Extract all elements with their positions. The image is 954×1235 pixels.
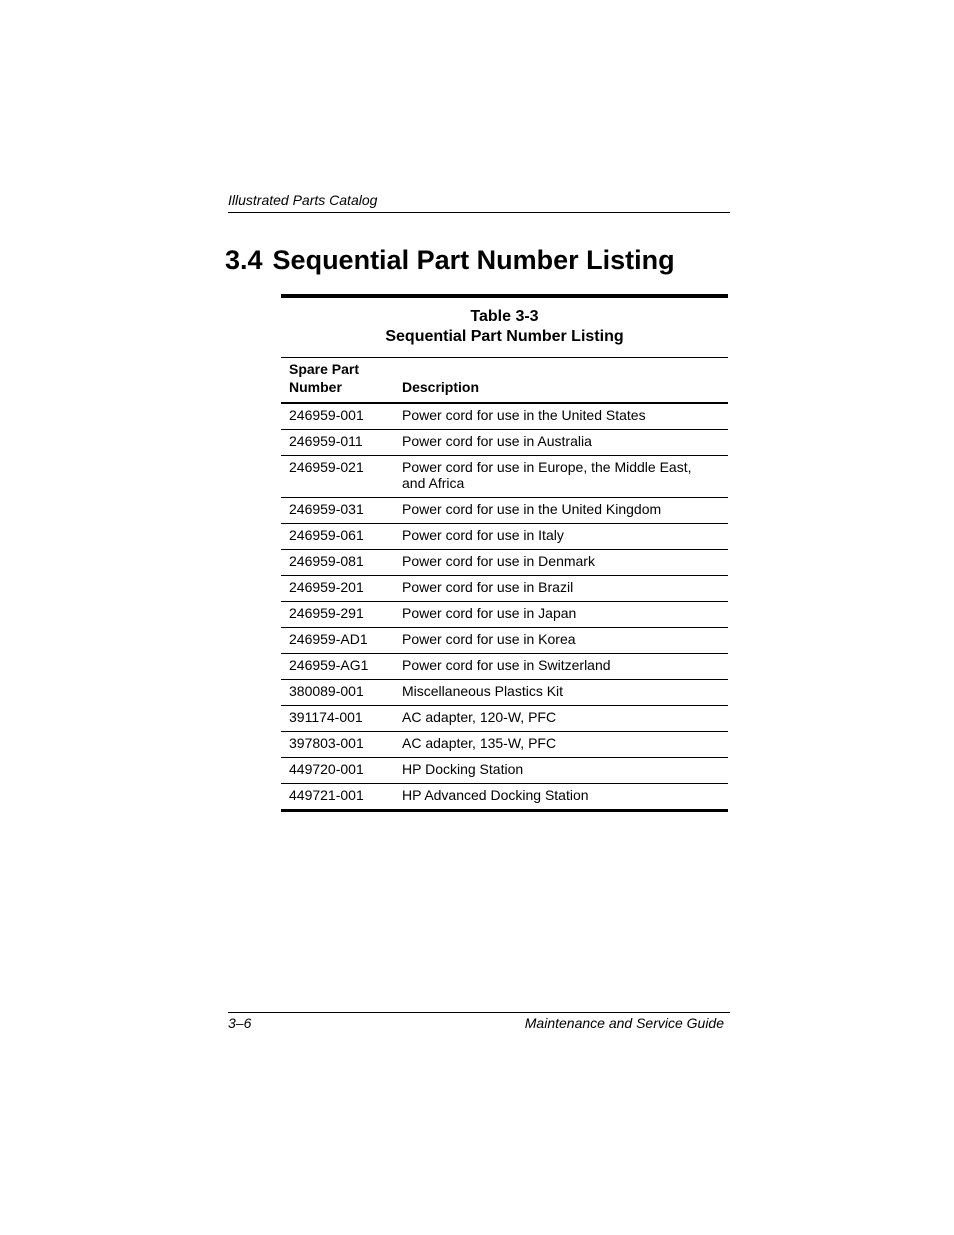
column-header-description: Description xyxy=(394,358,728,403)
part-number-cell: 246959-031 xyxy=(281,498,394,524)
part-number-cell: 246959-001 xyxy=(281,403,394,430)
table-row xyxy=(281,732,728,758)
description-cell: Power cord for use in Denmark xyxy=(394,550,728,576)
description-cell: AC adapter, 135-W, PFC xyxy=(394,732,728,758)
table-row xyxy=(281,602,728,628)
table-caption-number: Table 3-3 xyxy=(470,308,539,325)
description-cell: HP Advanced Docking Station xyxy=(394,784,728,811)
description-cell: Power cord for use in Japan xyxy=(394,602,728,628)
description-cell: Miscellaneous Plastics Kit xyxy=(394,680,728,706)
part-number-cell: 246959-011 xyxy=(281,430,394,456)
part-number-cell: 449721-001 xyxy=(281,784,394,811)
parts-table xyxy=(281,358,728,812)
table-row xyxy=(281,430,728,456)
description-line2: and Africa xyxy=(402,475,465,491)
part-number-cell: 246959-291 xyxy=(281,602,394,628)
table-header-row xyxy=(281,358,728,403)
table-caption xyxy=(281,298,728,358)
description-cell: Power cord for use in Korea xyxy=(394,628,728,654)
table-row xyxy=(281,576,728,602)
table-row xyxy=(281,550,728,576)
part-number-cell: 380089-001 xyxy=(281,680,394,706)
table-row xyxy=(281,628,728,654)
description-cell: Power cord for use in Switzerland xyxy=(394,654,728,680)
table-row xyxy=(281,784,728,811)
part-number-cell: 449720-001 xyxy=(281,758,394,784)
table-row xyxy=(281,403,728,430)
table-row xyxy=(281,680,728,706)
description-cell xyxy=(394,456,728,498)
description-cell: Power cord for use in Australia xyxy=(394,430,728,456)
column-header-part-number xyxy=(281,358,394,403)
table-row xyxy=(281,654,728,680)
table-caption-title: Sequential Part Number Listing xyxy=(385,328,624,345)
description-line1: Power cord for use in Europe, the Middle East, xyxy=(402,459,692,475)
part-number-cell: 246959-021 xyxy=(281,456,394,498)
table-row xyxy=(281,498,728,524)
description-cell: Power cord for use in Brazil xyxy=(394,576,728,602)
part-number-cell: 246959-AG1 xyxy=(281,654,394,680)
running-header: Illustrated Parts Catalog xyxy=(228,190,730,213)
parts-table-container xyxy=(281,294,728,812)
section-title xyxy=(225,240,675,280)
part-number-cell: 246959-201 xyxy=(281,576,394,602)
part-number-cell: 397803-001 xyxy=(281,732,394,758)
section-title-text: Sequential Part Number Listing xyxy=(272,245,675,275)
description-cell: Power cord for use in the United Kingdom xyxy=(394,498,728,524)
table-row xyxy=(281,706,728,732)
description-cell: HP Docking Station xyxy=(394,758,728,784)
table-row xyxy=(281,524,728,550)
page-number: 3–6 xyxy=(228,1015,252,1031)
description-cell: AC adapter, 120-W, PFC xyxy=(394,706,728,732)
part-number-cell: 246959-AD1 xyxy=(281,628,394,654)
column-header-part-number-line1: Spare Part xyxy=(289,361,360,377)
part-number-cell: 246959-061 xyxy=(281,524,394,550)
section-number: 3.4 xyxy=(225,245,263,275)
part-number-cell: 391174-001 xyxy=(281,706,394,732)
guide-title: Maintenance and Service Guide xyxy=(524,1015,724,1031)
description-cell: Power cord for use in Italy xyxy=(394,524,728,550)
description-cell: Power cord for use in the United States xyxy=(394,403,728,430)
part-number-cell: 246959-081 xyxy=(281,550,394,576)
table-row xyxy=(281,758,728,784)
table-row xyxy=(281,456,728,498)
column-header-part-number-line2: Number xyxy=(289,379,342,395)
